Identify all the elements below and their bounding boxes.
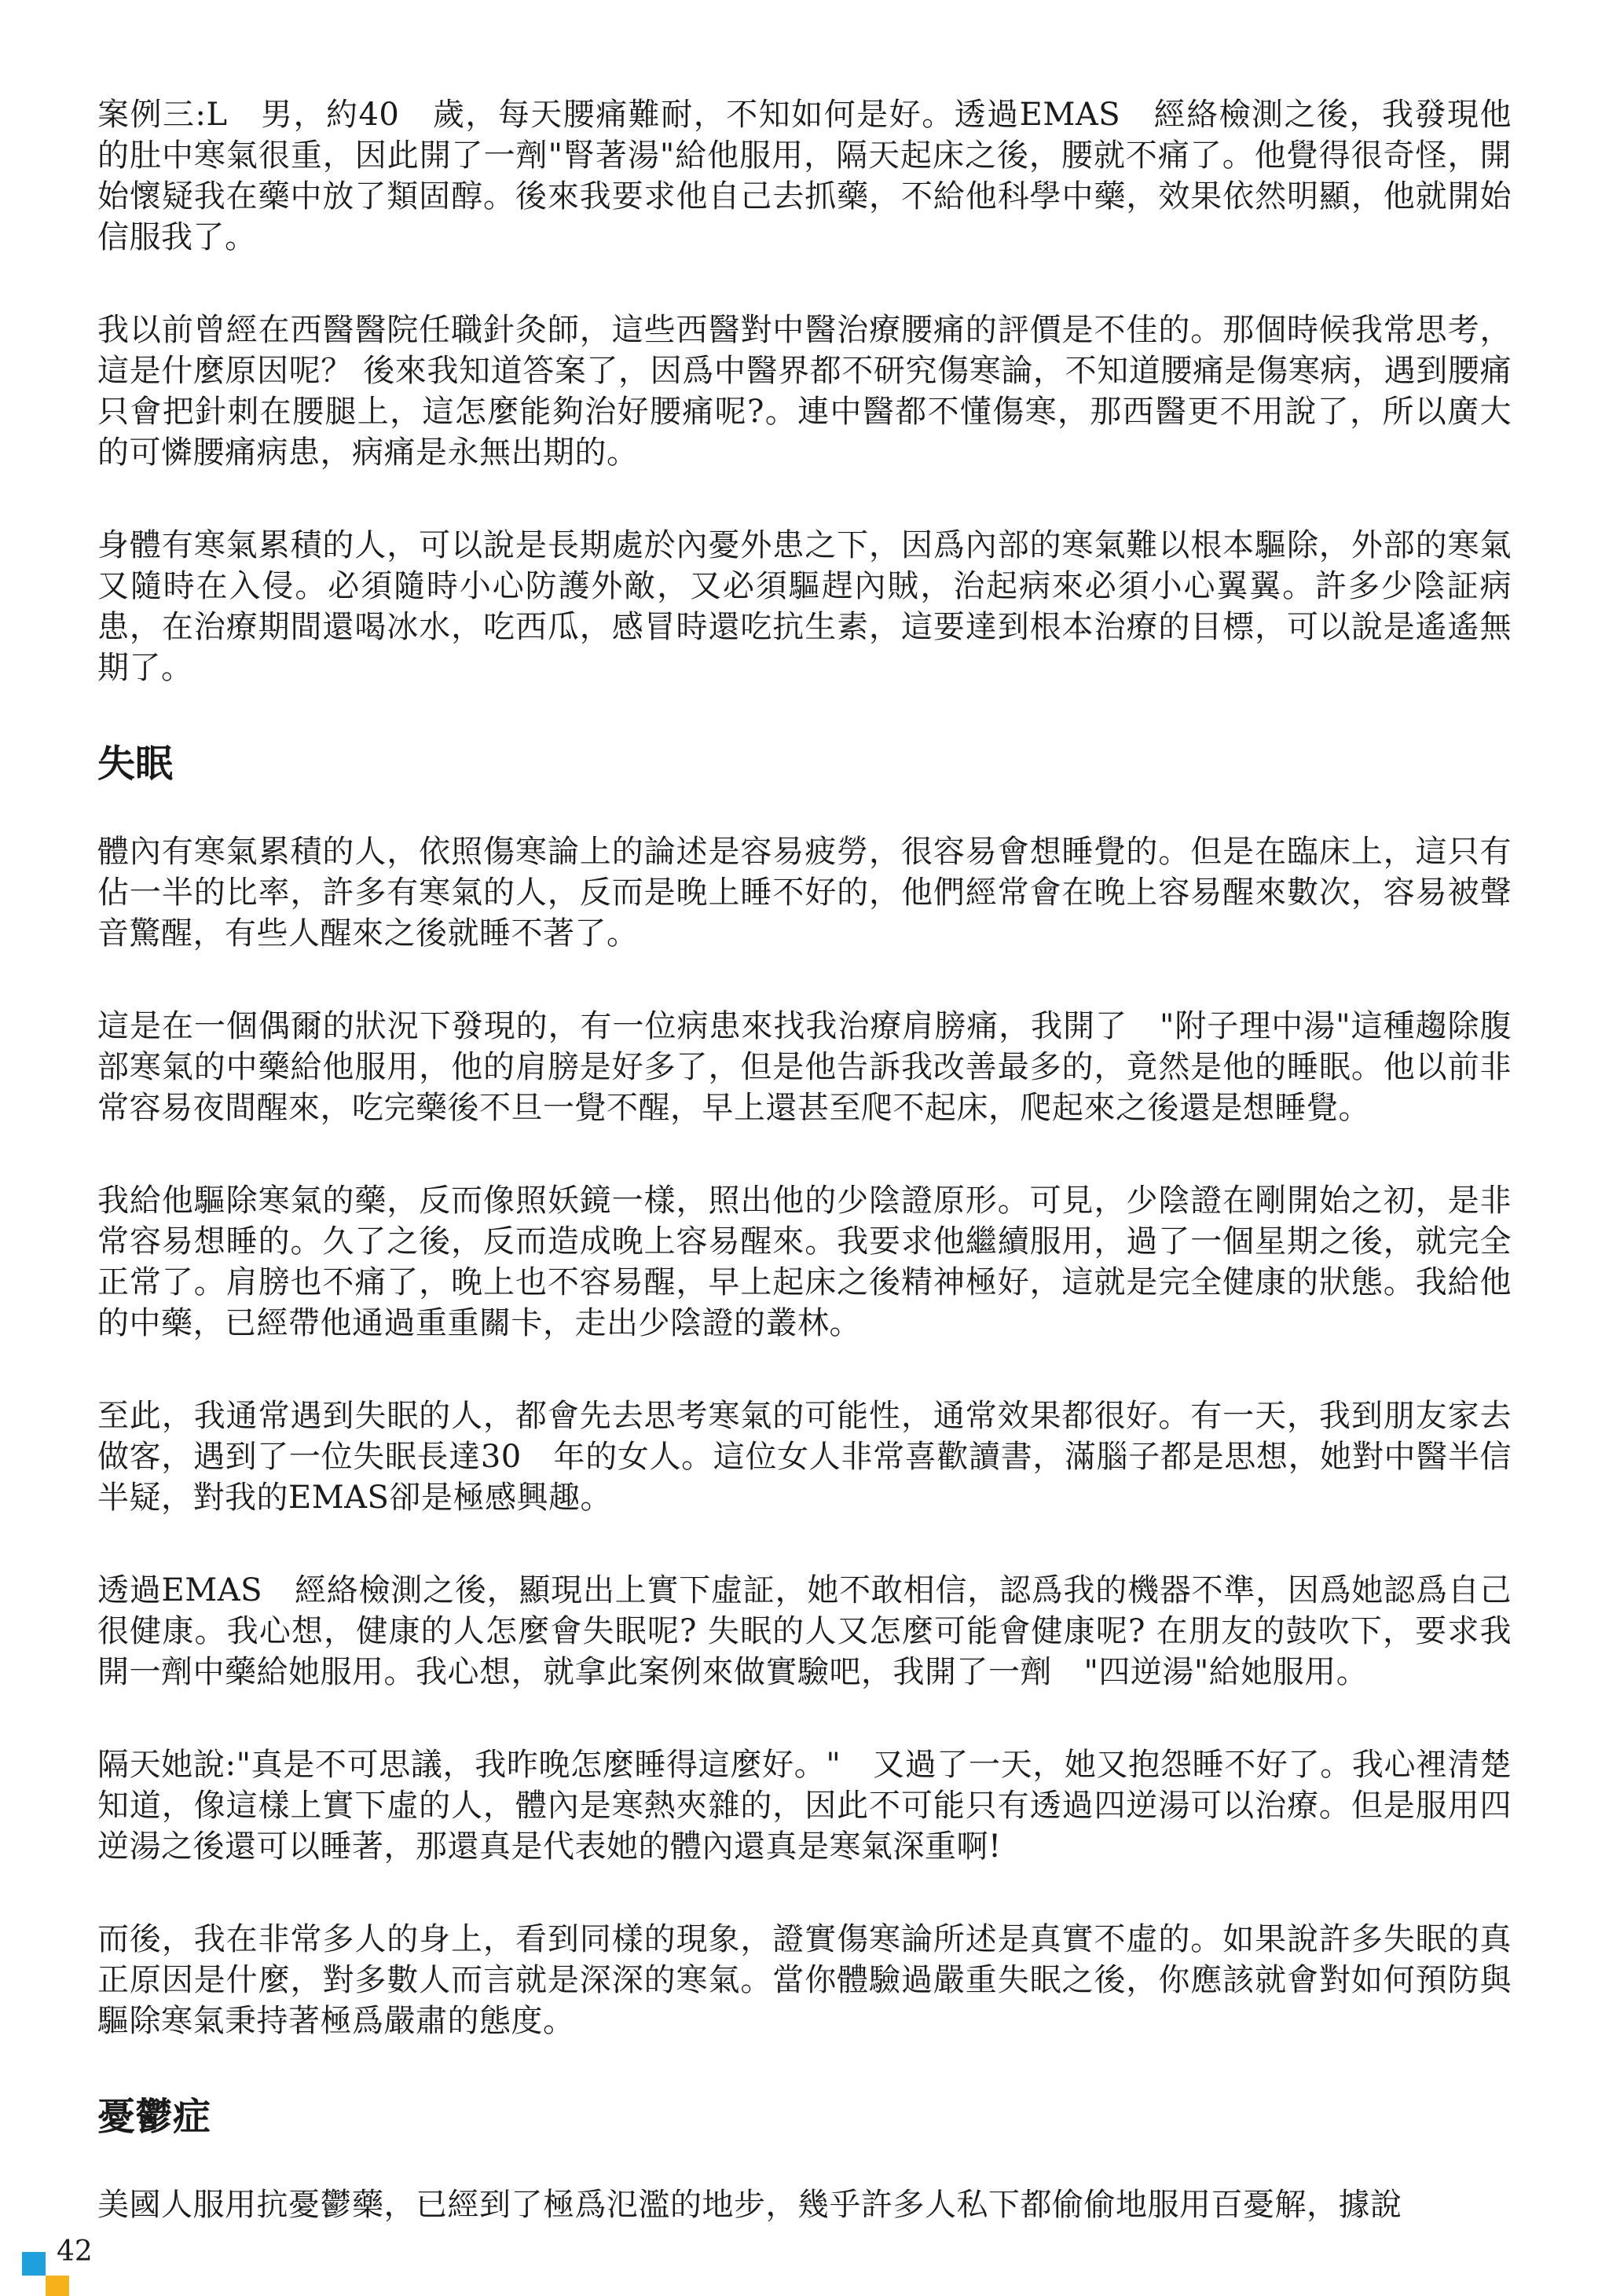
paragraph-shoulder-patient: 這是在一個偶爾的狀況下發現的，有一位病患來找我治療肩膀痛，我開了 "附子理中湯"這種趨除腹部寒氣的中藥給他服用，他的肩膀是好多了，但是他告訴我改善最多的，竟然是他的睡眠。他以前非常容易夜間醒來，吃完藥後不旦一覺不醒，早上還甚至爬不起床，爬起來之後還是想睡覺。 [97, 1008, 1512, 1126]
paragraph-conclusion: 而後，我在非常多人的身上，看到同樣的現象，證實傷寒論所述是真實不虛的。如果說許多失眠的真正原因是什麼，對多數人而言就是深深的寒氣。當你體驗過嚴重失眠之後，你應該就會對如何預防與驅除寒氣秉持著極爲嚴肅的態度。 [97, 1921, 1512, 2039]
page-footer [22, 2221, 179, 2276]
paragraph-shaoyin: 我給他驅除寒氣的藥，反而像照妖鏡一樣，照出他的少陰證原形。可見，少陰證在剛開始之初，是非常容易想睡的。久了之後，反而造成晚上容易醒來。我要求他繼續服用，過了一個星期之後，就完全正常了。肩膀也不痛了，晚上也不容易醒，早上起床之後精神極好，這就是完全健康的狀態。我給他的中藥，已經帶他通過重重關卡，走出少陰證的叢林。 [97, 1183, 1512, 1341]
page-content [97, 94, 1512, 2277]
paragraph-insomnia-intro: 體內有寒氣累積的人，依照傷寒論上的論述是容易疲勞，很容易會想睡覺的。但是在臨床上，這只有佔一半的比率，許多有寒氣的人，反而是晚上睡不好的，他們經常會在晚上容易醒來數次，容易被聲音驚醒，有些人醒來之後就睡不著了。 [97, 834, 1512, 952]
blue-square-icon [22, 2252, 46, 2276]
paragraph-next-day: 隔天她說:"真是不可思議，我昨晚怎麼睡得這麼好。" 又過了一天，她又抱怨睡不好了。我心裡清楚知道，像這樣上實下虛的人，體內是寒熱夾雜的，因此不可能只有透過四逆湯可以治療。但是服用四逆湯之後還可以睡著，那還真是代表她的體內還真是寒氣深重啊! [97, 1747, 1512, 1865]
paragraph-western-hospital: 我以前曾經在西醫醫院任職針灸師，這些西醫對中醫治療腰痛的評價是不佳的。那個時候我常思考，這是什麼原因呢？ 後來我知道答案了，因爲中醫界都不研究傷寒論，不知道腰痛是傷寒病，遇到腰痛只會把針刺在腰腿上，這怎麼能夠治好腰痛呢?。連中醫都不懂傷寒，那西醫更不用說了，所以廣大的可憐腰痛病患，病痛是永無出期的。 [97, 312, 1512, 471]
page-number: 42 [57, 2235, 93, 2268]
paragraph-case-three: 案例三:L 男，約40 歲，每天腰痛難耐，不知如何是好。透過EMAS 經絡檢測之後，我發現他的肚中寒氣很重，因此開了一劑"腎著湯"給他服用，隔天起床之後，腰就不痛了。他覺得很奇怪，開始懷疑我在藥中放了類固醇。後來我要求他自己去抓藥，不給他科學中藥，效果依然明顯，他就開始信服我了。 [97, 97, 1512, 255]
paragraph-internal-cold: 身體有寒氣累積的人，可以說是長期處於內憂外患之下，因爲內部的寒氣難以根本驅除，外部的寒氣又隨時在入侵。必須隨時小心防護外敵，又必須驅趕內賊，治起病來必須小心翼翼。許多少陰証病患，在治療期間還喝冰水，吃西瓜，感冒時還吃抗生素，這要達到根本治療的目標，可以說是遙遙無期了。 [97, 527, 1512, 686]
yellow-square-icon [46, 2276, 69, 2296]
paragraph-emas-test: 透過EMAS 經絡檢測之後，顯現出上實下虛証，她不敢相信，認爲我的機器不準，因爲她認爲自己很健康。我心想，健康的人怎麼會失眠呢? 失眠的人又怎麼可能會健康呢? 在朋友的鼓吹下，要求我開一劑中藥給她服用。我心想，就拿此案例來做實驗吧，我開了一劑 "四逆湯"給她服用。 [97, 1572, 1512, 1690]
paragraph-depression-intro: 美國人服用抗憂鬱藥，已經到了極爲氾濫的地步，幾乎許多人私下都偷偷地服用百憂解，據說 [97, 2187, 1402, 2223]
paragraph-friend-visit: 至此，我通常遇到失眠的人，都會先去思考寒氣的可能性，通常效果都很好。有一天，我到朋友家去做客，遇到了一位失眠長達30 年的女人。這位女人非常喜歡讀書，滿腦子都是思想，她對中醫半信半疑，對我的EMAS卻是極感興趣。 [97, 1398, 1512, 1516]
section-heading-insomnia: 失眠 [97, 742, 174, 786]
section-heading-depression: 憂鬱症 [97, 2095, 211, 2139]
